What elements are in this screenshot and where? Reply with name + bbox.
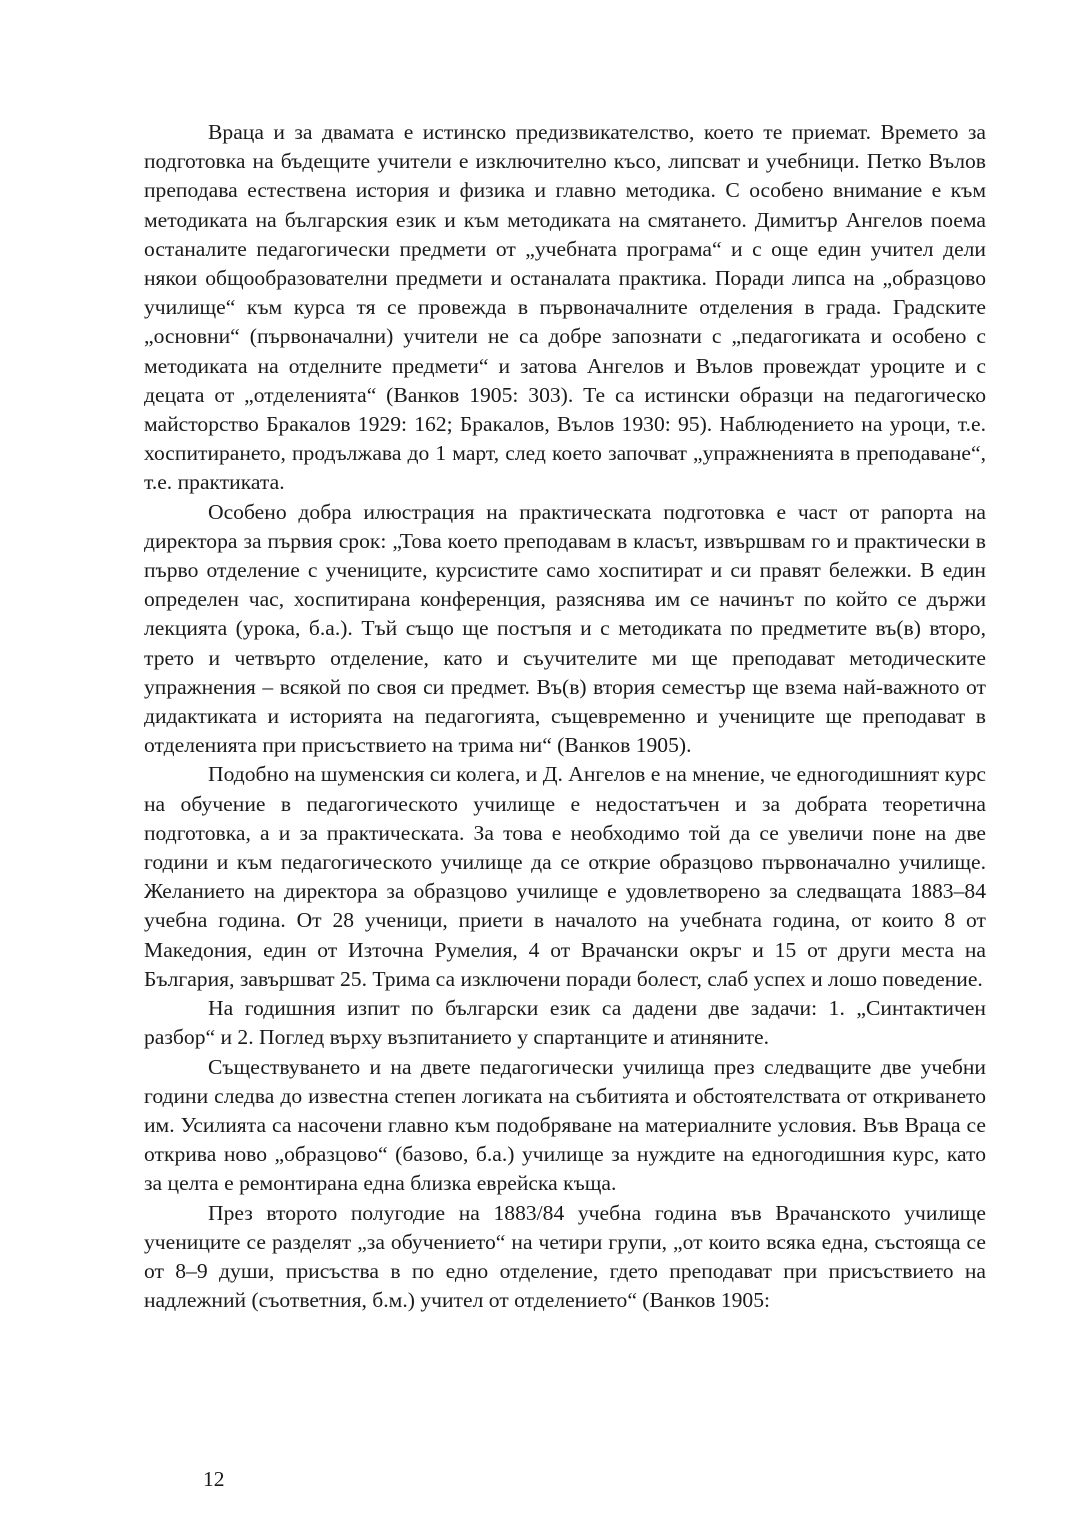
paragraph-6: През второто полугодие на 1883/84 учебна година във Врачанското училище учениците се разделят „за обучението“ на четири групи, „от които всяка една, състояща се от 8–9 души, присъства в по едно отделение, гдето преподават при присъствието на надлежний (съответния, б.м.) учител от отделението“ (Ванков 1905: <box>144 1200 986 1313</box>
paragraph-5: Съществуването и на двете педагогически училища през следващите две учебни години следва до известна степен логиката на събитията и обстоятелствата от откриването им. Усилията са насочени главно към подобряване на материалните условия. Във Враца се открива ново „образцово“ (базово, б.а.) училище за нуждите на едногодишния курс, като за целта е ремонтирана една близка еврейска къща. <box>144 1054 986 1196</box>
paragraph-2: Особено добра илюстрация на практическата подготовка е част от рапорта на директора за първия срок: „Това което преподавам в класът, извършвам го и практически в първо отделение с учениците, курсистите само хоспитират и си правят бележки. В един определен час, хоспитирана конференция, разяснява им се начинът по който се държи лекцията (урока, б.а.). Тъй също ще постъпя и с методиката по предметите въ(в) второ, трето и четвърто отделение, като и съучителите ми ще преподават методическите упражнения – всякой по своя си предмет. Въ(в) втория семестър ще взема най-важното от дидактиката и историята на педагогията, същевременно и учениците ще преподават в отделенията при присъствието на трима ни“ (Ванков 1905). <box>144 499 986 758</box>
body-text <box>144 118 986 1315</box>
paragraph-1: Враца и за двамата е истинско предизвикателство, което те приемат. Времето за подготовка на бъдещите учители е изключително късо, липсват и учебници. Петко Вълов преподава естествена история и физика и главно методика. С особено внимание е към методиката на българския език и към методиката на смятането. Димитър Ангелов поема останалите педагогически предмети от „учебната програма“ и с още един учител дели някои общообразователни предмети и останалата практика. Поради липса на „образцово училище“ към курса тя се провежда в първоначалните отделения в града. Градските „основни“ (първоначални) учители не са добре запознати с „педагогиката и особено с методиката на отделните предмети“ и затова Ангелов и Вълов провеждат уроците и с децата от „отделенията“ (Ванков 1905: 303). Те са истински образци на педагогическо майсторство Бракалов 1929: 162; Бракалов, Вълов 1930: 95). Наблюдението на уроци, т.е. хоспитирането, продължава до 1 март, след което започват „упражненията в преподаване“, т.е. практиката. <box>144 120 986 495</box>
paragraph-4: На годишния изпит по български език са дадени две задачи: 1. „Синтактичен разбор“ и 2. Поглед върху възпитанието у спартанците и атиняните. <box>144 996 986 1050</box>
paragraph-3: Подобно на шуменския си колега, и Д. Ангелов е на мнение, че едногодишният курс на обучение в педагогическото училище е недостатъчен и за добрата теоретична подготовка, а и за практическата. За това е необходимо той да се увеличи поне на две години и към педагогическото училище да се открие образцово първоначално училище. Желанието на директора за образцово училище е удовлетворено за следващата 1883–84 учебна година. От 28 ученици, приети в началото на учебната година, от които 8 от Македония, един от Източна Румелия, 4 от Врачански окръг и 15 от други места на България, завършват 25. Трима са изключени поради болест, слаб успех и лошо поведение. <box>144 762 986 991</box>
page-number: 12 <box>203 1467 225 1491</box>
